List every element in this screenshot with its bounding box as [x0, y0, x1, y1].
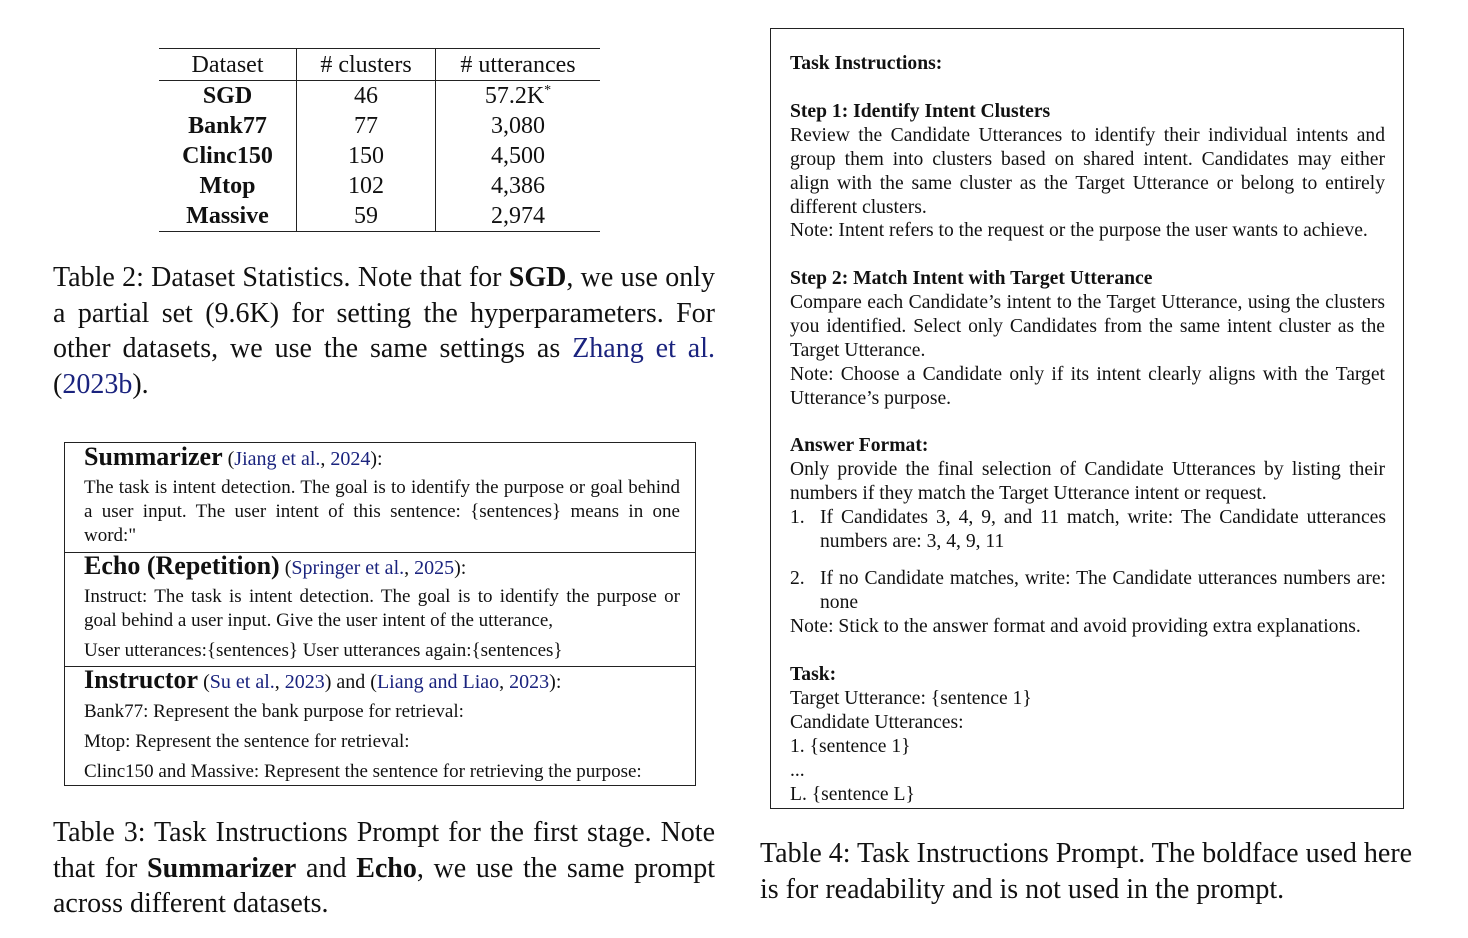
table-row — [159, 141, 600, 171]
table-header-row — [159, 49, 600, 81]
dataset-cell: Massive — [159, 201, 297, 232]
answer-format-title: Answer Format: — [790, 435, 929, 456]
task-line: L. {sentence L} — [790, 784, 915, 805]
table4-caption: Table 4: Task Instructions Prompt. The boldface used here is for readability and is not used in the prompt. — [760, 838, 1413, 905]
task-line: Candidate Utterances: — [790, 712, 964, 733]
task-instructions-title: Task Instructions: — [790, 53, 943, 74]
clusters-cell: 46 — [297, 81, 436, 112]
utterances-cell: 4,500 — [436, 141, 601, 171]
step2-title: Step 2: Match Intent with Target Utterance — [790, 268, 1153, 289]
answer-format-body: Only provide the final selection of Candidate Utterances by listing their numbers if they match the Target Utterance intent or request. — [790, 459, 1385, 504]
echo-heading: Echo (Repetition) (Springer et al., 2025): — [84, 551, 467, 580]
echo-prompt-text: Instruct: The task is intent detection. The goal is to identify the purpose or goal behind a user input. Give the user intent of the utterance, — [84, 586, 680, 631]
step1-title: Step 1: Identify Intent Clusters — [790, 101, 1051, 122]
step1-note: Note: Intent refers to the request or the purpose the user wants to achieve. — [790, 220, 1368, 241]
table-row — [159, 111, 600, 141]
echo-section — [65, 552, 695, 667]
step2-body: Compare each Candidate’s intent to the Target Utterance, using the clusters you identified. Select only Candidates from the same intent cluster as the Target Utterance. — [790, 292, 1385, 361]
citation-year-link[interactable]: 2025 — [414, 557, 455, 579]
clusters-cell: 102 — [297, 171, 436, 201]
citation-link[interactable]: Springer et al. — [291, 557, 405, 579]
utterances-cell: 2,974 — [436, 201, 601, 232]
summarizer-prompt-text: The task is intent detection. The goal is to identify the purpose or goal behind a user input. The user intent of this sentence: {sentences} means in one word:" — [84, 477, 680, 546]
dataset-cell: Mtop — [199, 173, 256, 199]
column-header: # utterances — [436, 49, 601, 81]
instructor-section — [65, 666, 695, 787]
citation-year-link[interactable]: 2023 — [509, 671, 550, 693]
citation-year-link[interactable]: 2023b — [62, 369, 133, 401]
table-row — [159, 201, 600, 232]
table3-caption: Table 3: Task Instructions Prompt for the first stage. Note that for Summarizer and Echo, we use the same prompt across different datasets. — [53, 817, 715, 920]
dataset-statistics-table — [159, 48, 600, 232]
summarizer-section — [65, 443, 695, 553]
step2-note: Note: Choose a Candidate only if its intent clearly aligns with the Target Utterance’s purpose. — [790, 364, 1385, 409]
column-header: # clusters — [297, 49, 436, 81]
citation-year-link[interactable]: 2023 — [284, 671, 325, 693]
task-line: 1. {sentence 1} — [790, 736, 911, 757]
task-line: Target Utterance: {sentence 1} — [790, 688, 1032, 709]
instructor-prompt-line: Clinc150 and Massive: Represent the sentence for retrieving the purpose: — [84, 761, 642, 782]
instructor-heading: Instructor (Su et al., 2023) and (Liang and Liao, 2023): — [84, 665, 562, 694]
utterances-cell — [436, 81, 601, 112]
answer-format-note: Note: Stick to the answer format and avoid providing extra explanations. — [790, 616, 1361, 637]
step1-body: Review the Candidate Utterances to identify their individual intents and group them into clusters based on shared intent. Candidates may either align with the same cluster as the Target Utterance or belong to entirely different clusters. — [790, 125, 1385, 218]
dataset-cell: Clinc150 — [182, 143, 273, 169]
table2-caption: Table 2: Dataset Statistics. Note that for SGD, we use only a partial set (9.6K) for setting the hyperparameters. For other datasets, we use the same settings as Zhang et al. (2023b). — [53, 262, 715, 401]
echo-prompt-line: User utterances:{sentences} User utterances again:{sentences} — [84, 640, 563, 661]
clusters-cell: 150 — [297, 141, 436, 171]
clusters-cell: 59 — [297, 201, 436, 232]
citation-link[interactable]: Liang and Liao — [376, 671, 500, 693]
citation-link[interactable]: Su et al. — [209, 671, 275, 693]
dataset-cell: Bank77 — [188, 113, 267, 139]
task-instructions-prompt-box — [770, 28, 1404, 809]
list-item-number: 1. — [790, 507, 805, 528]
citation-link[interactable]: Zhang et al. — [572, 333, 715, 365]
utterances-cell: 4,386 — [436, 171, 601, 201]
list-item: If Candidates 3, 4, 9, and 11 match, write: The Candidate utterances numbers are: 3, 4, 9, 11 — [820, 507, 1386, 552]
instructor-prompt-line: Mtop: Represent the sentence for retrieval: — [84, 731, 410, 752]
utterances-value: 57.2K — [484, 83, 545, 109]
first-stage-prompt-table — [64, 442, 696, 786]
list-item-number: 2. — [790, 568, 805, 589]
table-row — [159, 81, 600, 112]
table-row — [159, 171, 600, 201]
column-header: Dataset — [159, 49, 297, 81]
footnote-mark: * — [544, 83, 552, 98]
task-title: Task: — [790, 664, 837, 685]
list-item: If no Candidate matches, write: The Candidate utterances numbers are: none — [820, 568, 1386, 613]
citation-year-link[interactable]: 2024 — [330, 448, 371, 470]
summarizer-heading: Summarizer (Jiang et al., 2024): — [84, 442, 383, 471]
instructor-prompt-line: Bank77: Represent the bank purpose for retrieval: — [84, 701, 464, 722]
utterances-cell: 3,080 — [436, 111, 601, 141]
clusters-cell: 77 — [297, 111, 436, 141]
dataset-cell: SGD — [202, 83, 253, 109]
task-line: ... — [790, 760, 805, 781]
citation-link[interactable]: Jiang et al. — [234, 448, 321, 470]
